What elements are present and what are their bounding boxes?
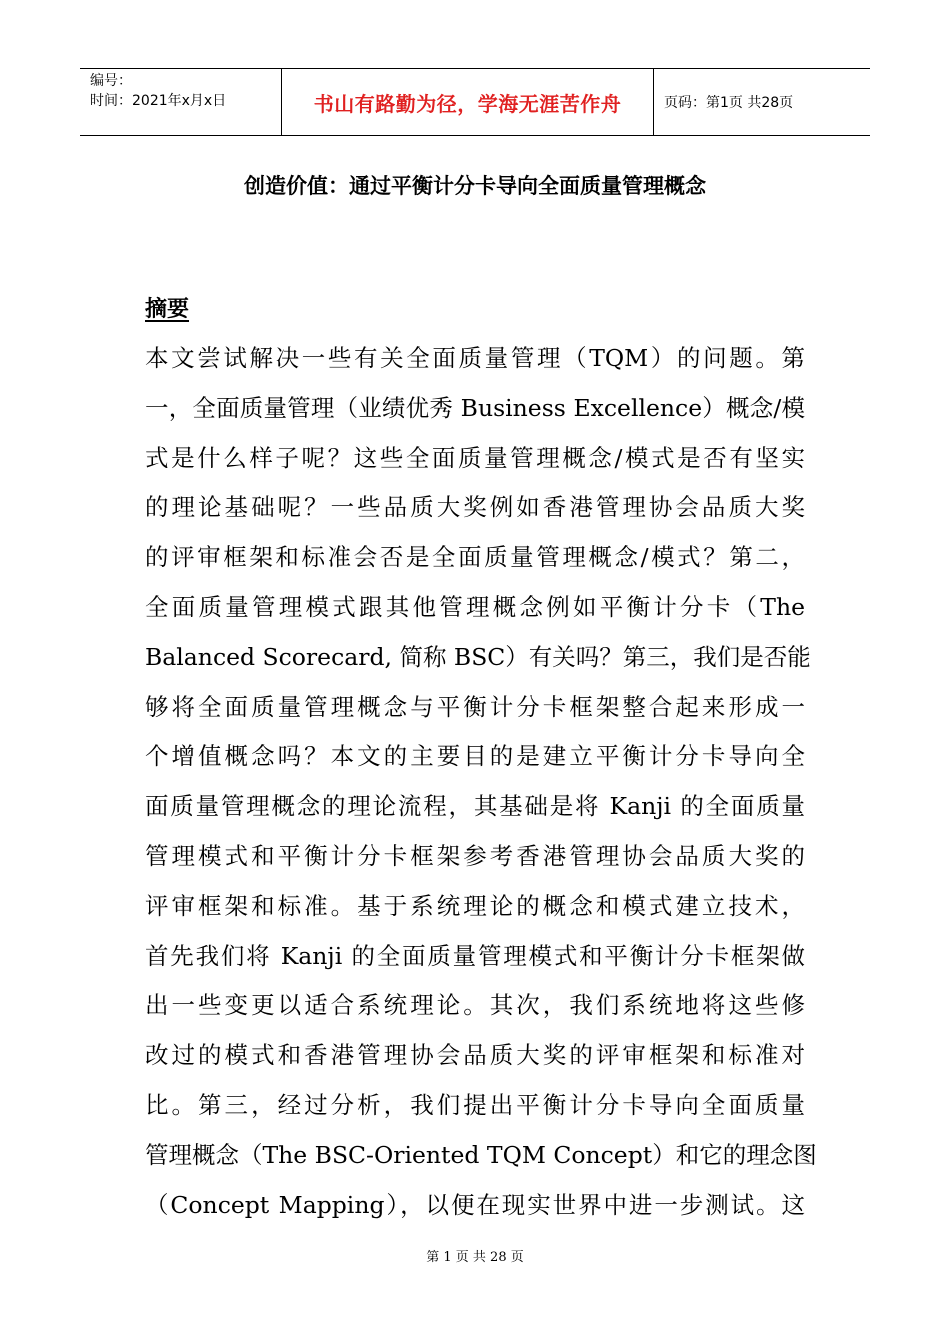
abstract-line: 本文尝试解决一些有关全面质量管理（TQM）的问题。第	[145, 344, 805, 372]
document-time-label: 时间：2021年x月x日	[90, 93, 227, 109]
abstract-line: 评审框架和标准。基于系统理论的概念和模式建立技术，	[145, 891, 805, 920]
abstract-line: 式是什么样子呢？这些全面质量管理概念/模式是否有坚实	[145, 443, 805, 472]
abstract-line: 改过的模式和香港管理协会品质大奖的评审框架和标准对	[145, 1041, 805, 1070]
document-number-label: 编号：	[90, 73, 132, 89]
header-meta-cell	[80, 69, 282, 135]
document-title: 创造价值：通过平衡计分卡导向全面质量管理概念	[244, 174, 706, 198]
abstract-line: 出一些变更以适合系统理论。其次，我们系统地将这些修	[145, 991, 805, 1020]
abstract-line: 一，全面质量管理（业绩优秀 Business Excellence）概念/模	[145, 393, 805, 422]
header-table	[80, 68, 870, 136]
abstract-line: 全面质量管理模式跟其他管理概念例如平衡计分卡（The	[145, 592, 805, 621]
abstract-heading: 摘要	[145, 297, 190, 322]
abstract-line: （Concept Mapping），以便在现实世界中进一步测试。这	[145, 1190, 805, 1219]
abstract-line: 面质量管理概念的理论流程，其基础是将 Kanji 的全面质量	[145, 792, 805, 821]
abstract-line: 够将全面质量管理概念与平衡计分卡框架整合起来形成一	[145, 692, 805, 721]
abstract-line: 的评审框架和标准会否是全面质量管理概念/模式？第二，	[145, 543, 805, 572]
abstract-body	[145, 334, 817, 1230]
abstract-line: Balanced Scorecard, 简称 BSC）有关吗？第三，我们是否能	[145, 642, 811, 671]
abstract-line: 的理论基础呢？一些品质大奖例如香港管理协会品质大奖	[145, 493, 805, 522]
abstract-line: 管理模式和平衡计分卡框架参考香港管理协会品质大奖的	[145, 841, 805, 870]
abstract-line: 管理概念（The BSC-Oriented TQM Concept）和它的理念图	[145, 1140, 817, 1169]
abstract-line: 个增值概念吗？本文的主要目的是建立平衡计分卡导向全	[145, 742, 805, 771]
abstract-line: 首先我们将 Kanji 的全面质量管理模式和平衡计分卡框架做	[145, 941, 805, 970]
header-motto: 书山有路勤为径，学海无涯苦作舟	[282, 69, 654, 135]
abstract-line: 比。第三，经过分析，我们提出平衡计分卡导向全面质量	[145, 1090, 805, 1119]
header-page-info: 页码：第1页 共28页	[664, 95, 794, 111]
page-footer: 第 1 页 共 28 页	[426, 1250, 524, 1265]
